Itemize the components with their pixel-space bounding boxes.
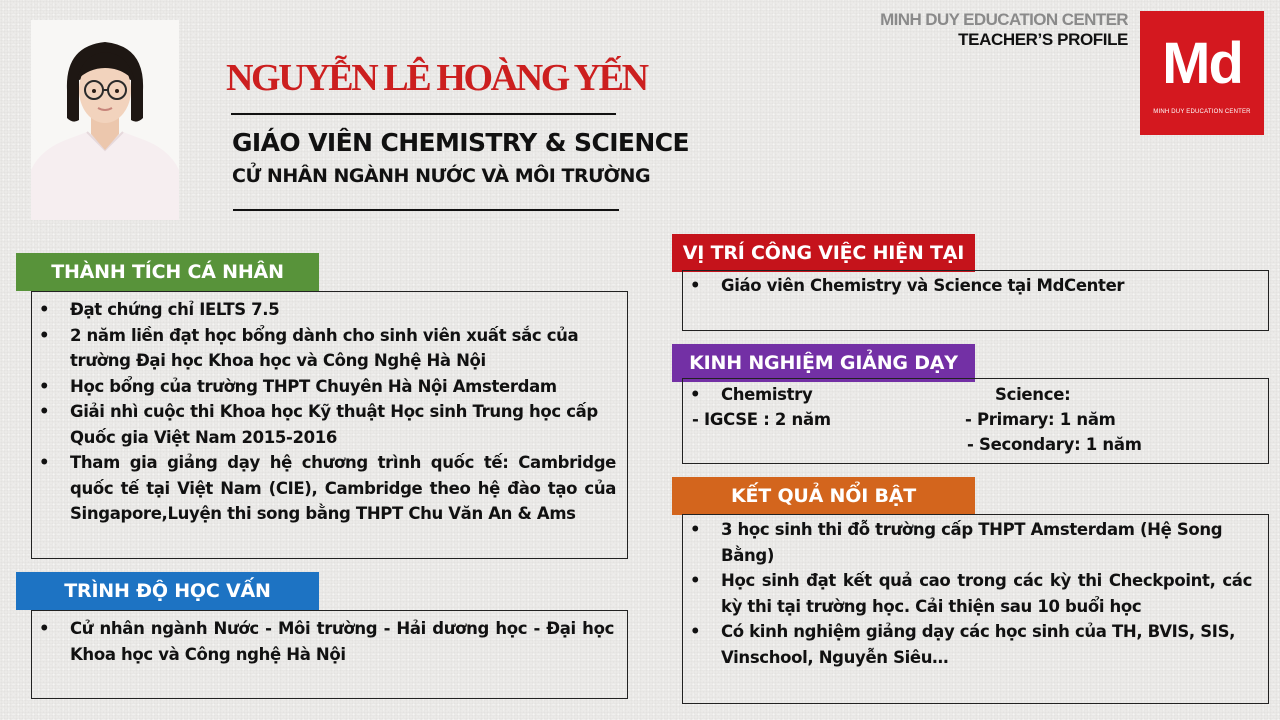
science-secondary: - Secondary: 1 năm [967,435,1142,454]
science-primary: - Primary: 1 năm [965,410,1116,429]
divider-top [231,113,616,115]
brand-name: MINH DUY EDUCATION CENTER [880,10,1128,29]
chemistry-igcse: - IGCSE : 2 năm [692,410,831,429]
list-item: • Giáo viên Chemistry và Science tại MdCenter [682,273,1252,299]
list-item: • 2 năm liền đạt học bổng dành cho sinh viên xuất sắc của trường Đại học Khoa học và Công Nghệ Hà Nội [31,323,616,374]
list-item: • 3 học sinh thi đỗ trường cấp THPT Amsterdam (Hệ Song Bằng) [682,517,1252,568]
job-title: GIÁO VIÊN CHEMISTRY & SCIENCE [232,128,689,157]
list-item: • Giải nhì cuộc thi Khoa học Kỹ thuật Học sinh Trung học cấp Quốc gia Việt Nam 2015-2016 [31,399,616,450]
logo-mark: Md [1162,31,1242,96]
education-list [31,616,614,667]
education-heading: TRÌNH ĐỘ HỌC VẤN [16,572,319,610]
list-item: • Học bổng của trường THPT Chuyên Hà Nội Amsterdam [31,374,616,400]
chemistry-label: • Chemistry [682,382,982,408]
achievements-list [31,297,616,527]
experience-chemistry-list [682,382,982,408]
list-item: • Cử nhân ngành Nước - Môi trường - Hải dương học - Đại học Khoa học và Công nghệ Hà Nội [31,616,614,667]
list-item: • Học sinh đạt kết quả cao trong các kỳ thi Checkpoint, các kỳ thi tại trường học. Cải thiện sau 10 buổi học [682,568,1252,619]
degree-title: CỬ NHÂN NGÀNH NƯỚC VÀ MÔI TRƯỜNG [232,165,651,187]
position-heading: VỊ TRÍ CÔNG VIỆC HIỆN TẠI [672,234,975,272]
results-heading: KẾT QUẢ NỔI BẬT [672,477,975,515]
position-list [682,273,1252,299]
divider-bottom [233,209,619,211]
portrait-illustration [31,20,179,220]
profile-subtitle: TEACHER’S PROFILE [958,30,1128,49]
brand-logo [1140,11,1264,135]
experience-heading: KINH NGHIỆM GIẢNG DẠY [672,344,975,382]
results-list [682,517,1252,670]
teacher-photo [31,20,179,220]
list-item: • Tham gia giảng dạy hệ chương trình quốc tế: Cambridge quốc tế tại Việt Nam (CIE), Cambridge theo hệ đào tạo của Singapore,Luyện thi song bằng THPT Chu Văn An & Ams [31,450,616,527]
achievements-heading: THÀNH TÍCH CÁ NHÂN [16,253,319,291]
science-label: Science: [995,385,1071,404]
list-item: • Đạt chứng chỉ IELTS 7.5 [31,297,616,323]
teacher-name: NGUYỄN LÊ HOÀNG YẾN [226,57,647,99]
logo-caption: MINH DUY EDUCATION CENTER [1153,109,1251,115]
list-item: • Có kinh nghiệm giảng dạy các học sinh của TH, BVIS, SIS, Vinschool, Nguyễn Siêu… [682,619,1252,670]
